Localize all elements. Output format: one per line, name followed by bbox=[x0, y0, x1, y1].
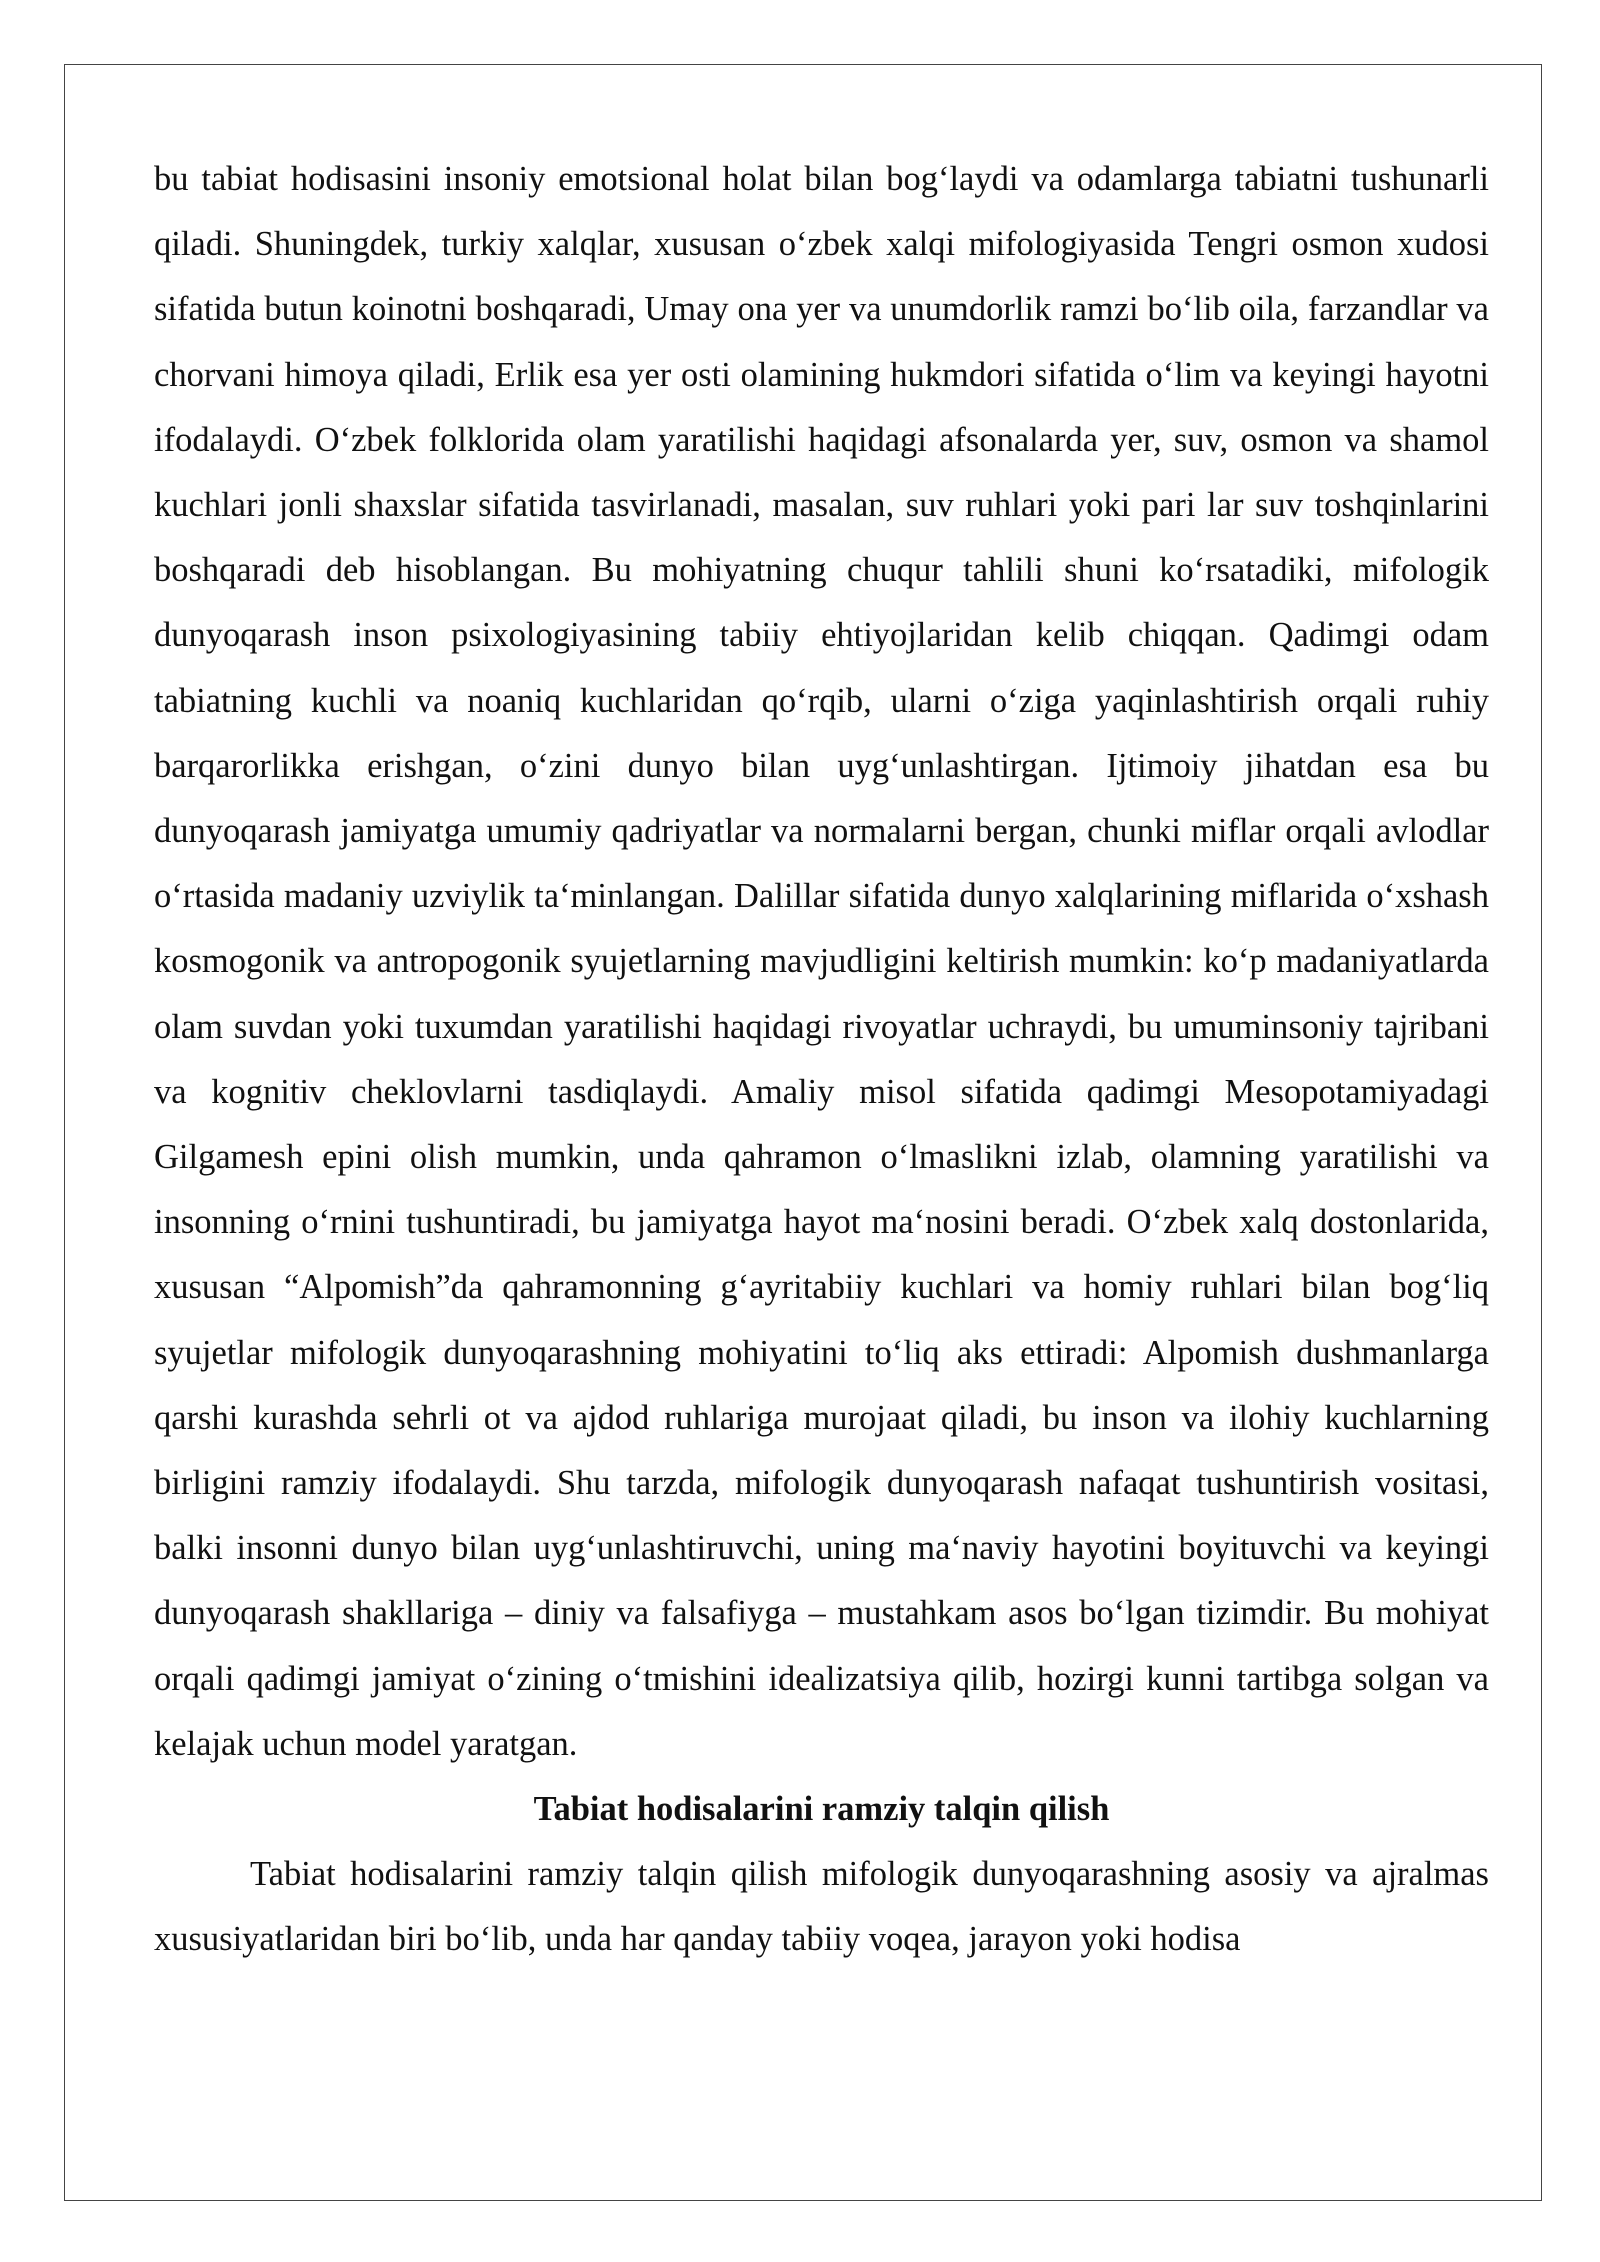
page-content bbox=[154, 147, 1489, 1973]
body-paragraph-indented: Tabiat hodisalarini ramziy talqin qilish mifologik dunyoqarashning asosiy va ajralmas xususiyatlaridan biri bo‘lib, unda har qanday tabiiy voqea, jarayon yoki hodisa bbox=[154, 1855, 1489, 1959]
body-paragraph: bu tabiat hodisasini insoniy emotsional holat bilan bog‘laydi va odamlarga tabiatni tushunarli qiladi. Shuningdek, turkiy xalqlar, xususan o‘zbek xalqi mifologiyasida Tengri osmon xudosi sifatida butun koinotni boshqaradi, Umay ona yer va unumdorlik ramzi bo‘lib oila, farzandlar va chorvani himoya qiladi, Erlik esa yer osti olamining hukmdori sifatida o‘lim va keyingi hayotni ifodalaydi. O‘zbek folklorida olam yaratilishi haqidagi afsonalarda yer, suv, osmon va shamol kuchlari jonli shaxslar sifatida tasvirlanadi, masalan, suv ruhlari yoki pari lar suv toshqinlarini boshqaradi deb hisoblangan. Bu mohiyatning chuqur tahlili shuni ko‘rsatadiki, mifologik dunyoqarash inson psixologiyasining tabiiy ehtiyojlaridan kelib chiqqan. Qadimgi odam tabiatning kuchli va noaniq kuchlaridan qo‘rqib, ularni o‘ziga yaqinlashtirish orqali ruhiy barqarorlikka erishgan, o‘zini dunyo bilan uyg‘unlashtirgan. Ijtimoiy jihatdan esa bu dunyoqarash jamiyatga umumiy qadriyatlar va normalarni bergan, chunki miflar orqali avlodlar o‘rtasida madaniy uzviylik ta‘minlangan. Dalillar sifatida dunyo xalqlarining miflarida o‘xshash kosmogonik va antropogonik syujetlarning mavjudligini keltirish mumkin: ko‘p madaniyatlarda olam suvdan yoki tuxumdan yaratilishi haqidagi rivoyatlar uchraydi, bu umuminsoniy tajribani va kognitiv cheklovlarni tasdiqlaydi. Amaliy misol sifatida qadimgi Mesopotamiyadagi Gilgamesh epini olish mumkin, unda qahramon o‘lmaslikni izlab, olamning yaratilishi va insonning o‘rnini tushuntiradi, bu jamiyatga hayot ma‘nosini beradi. O‘zbek xalq dostonlarida, xususan “Alpomish”da qahramonning g‘ayritabiiy kuchlari va homiy ruhlari bilan bog‘liq syujetlar mifologik dunyoqarashning mohiyatini to‘liq aks ettiradi: Alpomish dushmanlarga qarshi kurashda sehrli ot va ajdod ruhlariga murojaat qiladi, bu inson va ilohiy kuchlarning birligini ramziy ifodalaydi. Shu tarzda, mifologik dunyoqarash nafaqat tushuntirish vositasi, balki insonni dunyo bilan uyg‘unlashtiruvchi, uning ma‘naviy hayotini boyituvchi va keyingi dunyoqarash shakllariga – diniy va falsafiyga – mustahkam asos bo‘lgan tizimdir. Bu mohiyat orqali qadimgi jamiyat o‘zining o‘tmishini idealizatsiya qilib, hozirgi kunni tartibga solgan va kelajak uchun model yaratgan. bbox=[154, 160, 1489, 1763]
section-heading: Tabiat hodisalarini ramziy talqin qilish bbox=[533, 1790, 1110, 1829]
